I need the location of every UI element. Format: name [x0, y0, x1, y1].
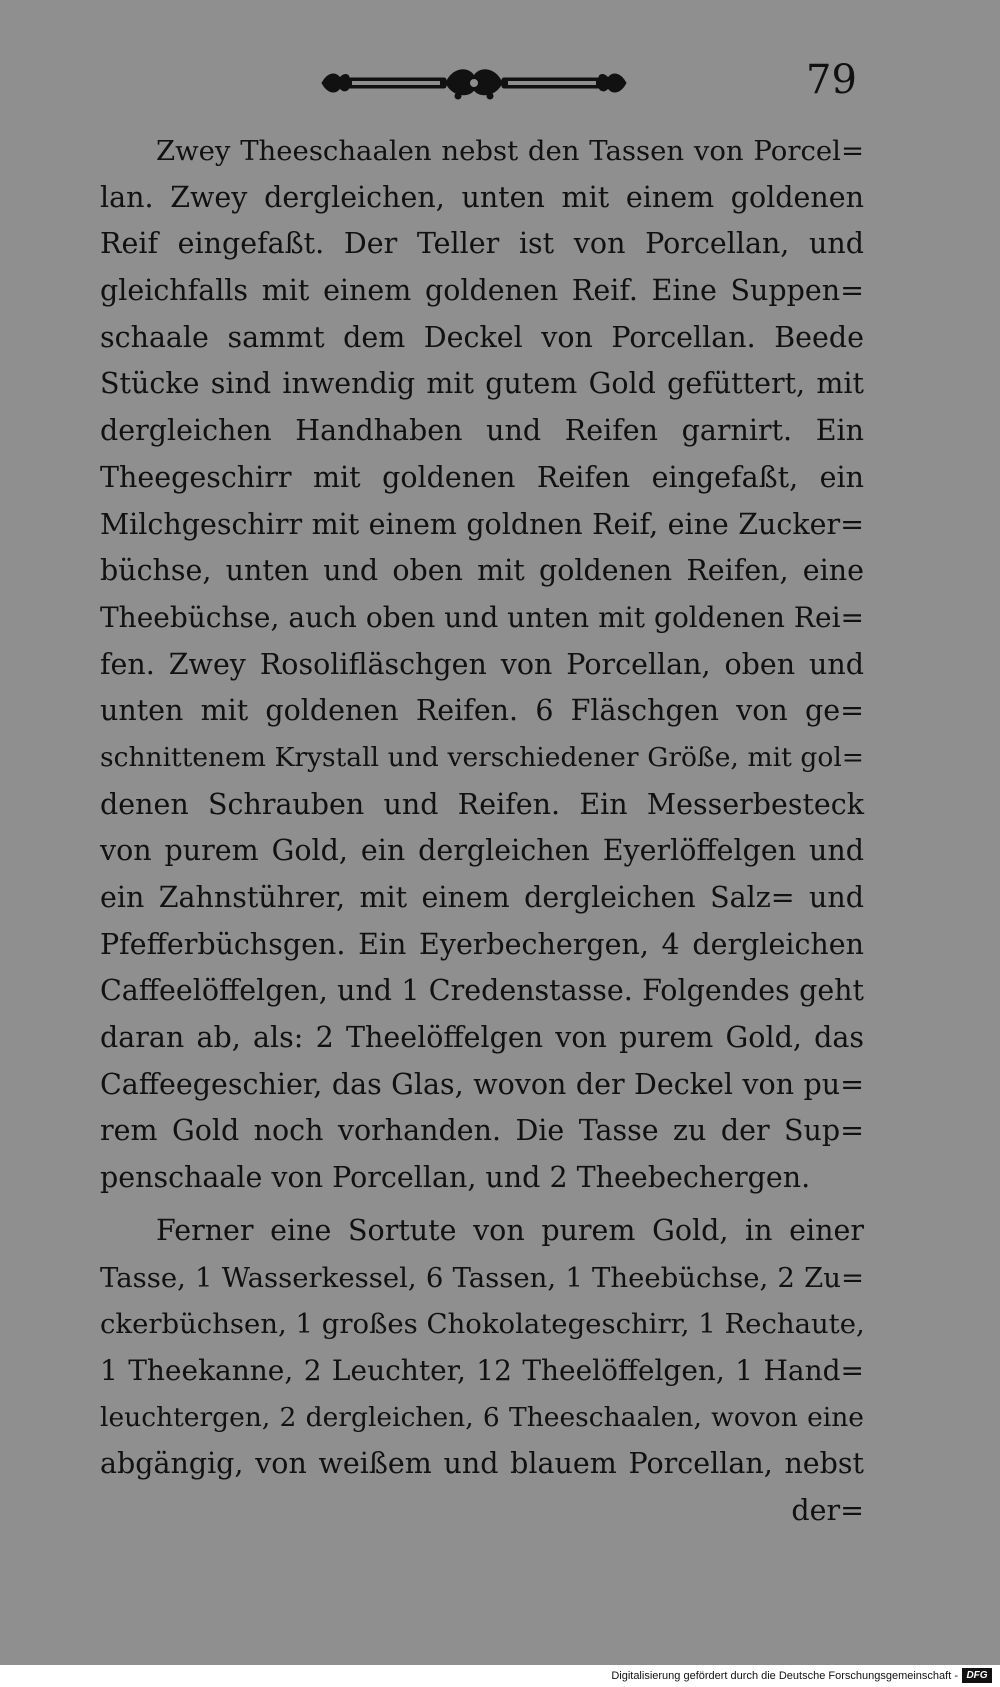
- text-line: lan. Zwey dergleichen, unten mit einem goldenen: [100, 180, 864, 214]
- body-text: [100, 128, 864, 1535]
- text-line: Theegeschirr mit goldenen Reifen eingefaßt, ein: [100, 460, 864, 494]
- text-line: schnittenem Krystall und verschiedener Größe, mit gol=: [100, 741, 864, 773]
- dfg-logo-icon: DFG: [962, 1668, 992, 1683]
- footer-bar: [0, 1665, 1000, 1687]
- text-line: abgängig, von weißem und blauem Porcellan, nebst: [100, 1447, 864, 1481]
- text-line: daran ab, als: 2 Theelöffelgen von purem Gold, das: [100, 1021, 864, 1055]
- text-line: fen. Zwey Rosolifläschgen von Porcellan, oben und: [100, 647, 864, 681]
- text-line: Pfefferbüchsgen. Ein Eyerbechergen, 4 dergleichen: [100, 927, 864, 961]
- text-line: Theebüchse, auch oben und unten mit goldenen Rei=: [100, 600, 864, 634]
- text-line: Caffeelöffelgen, und 1 Credenstasse. Folgendes geht: [100, 974, 864, 1008]
- text-line: denen Schrauben und Reifen. Ein Messerbesteck: [100, 787, 864, 821]
- footer-credit: Digitalisierung gefördert durch die Deutsche Forschungsgemeinschaft -: [611, 1670, 958, 1682]
- text-line: von purem Gold, ein dergleichen Eyerlöffelgen und: [100, 834, 864, 868]
- text-line: Tasse, 1 Wasserkessel, 6 Tassen, 1 Theebüchse, 2 Zu=: [100, 1261, 864, 1294]
- text-line: dergleichen Handhaben und Reifen garnirt. Ein: [100, 414, 864, 448]
- text-line: schaale sammt dem Deckel von Porcellan. Beede: [100, 320, 864, 354]
- text-line: leuchtergen, 2 dergleichen, 6 Theeschaalen, wovon eine: [100, 1401, 864, 1433]
- text-line: unten mit goldenen Reifen. 6 Fläschgen von ge=: [100, 694, 864, 728]
- text-line: büchse, unten und oben mit goldenen Reifen, eine: [100, 554, 864, 588]
- catchword: der=: [791, 1493, 864, 1527]
- paragraph-1: [100, 128, 864, 1202]
- text-line: Zwey Theeschaalen nebst den Tassen von Porcel=: [156, 135, 864, 167]
- paragraph-2: [100, 1208, 864, 1488]
- text-line: Ferner eine Sortute von purem Gold, in einer: [156, 1213, 864, 1247]
- text-line: ein Zahnstührer, mit einem dergleichen Salz= und: [100, 881, 864, 914]
- text-line: Caffeegeschier, das Glas, wovon der Deckel von pu=: [100, 1067, 864, 1101]
- text-line: penschaale von Porcellan, und 2 Theebechergen.: [100, 1161, 811, 1195]
- text-line: Milchgeschirr mit einem goldnen Reif, eine Zucker=: [100, 507, 864, 541]
- text-line: Reif eingefaßt. Der Teller ist von Porcellan, und: [100, 227, 864, 261]
- text-line: ckerbüchsen, 1 großes Chokolategeschirr, 1 Rechaute,: [100, 1308, 865, 1341]
- text-line: rem Gold noch vorhanden. Die Tasse zu der Sup=: [100, 1114, 864, 1148]
- text-line: 1 Theekanne, 2 Leuchter, 12 Theelöffelgen, 1 Hand=: [100, 1353, 864, 1387]
- page-number: 79: [806, 57, 857, 103]
- text-line: gleichfalls mit einem goldenen Reif. Eine Suppen=: [100, 274, 864, 308]
- header-ornament-icon: [318, 62, 630, 104]
- text-line: Stücke sind inwendig mit gutem Gold gefüttert, mit: [100, 367, 864, 401]
